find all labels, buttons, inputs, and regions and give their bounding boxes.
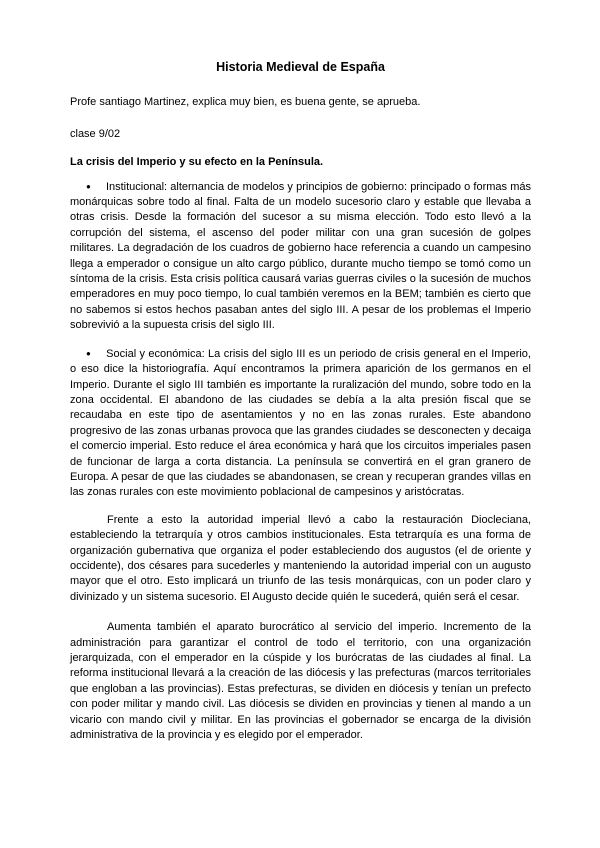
bullet-icon: ● <box>86 348 92 358</box>
body-paragraph-tetrarquia: Frente a esto la autoridad imperial llevó a cabo la restauración Diocleciana, estableciendo la tetrarquía y otros cambios institucionales. Esta tetrarquía es una forma de organización gubernativa que organiza el poder estableciendo dos augustos (el de oriente y occidente), dos césares para sucederles y manteniendo la autoridad imperial con un augusto mayor que el otro. Esto implicará un triunfo de las tesis monárquicas, con un poder claro y divinizado y un sistema sucesorio. El Augusto decide quién le sucederá, quién será el cesar. <box>70 513 531 603</box>
class-date-line: clase 9/02 <box>70 127 121 140</box>
intro-paragraph: Profe santiago Martinez, explica muy bien, es buena gente, se aprueba. <box>70 96 421 109</box>
section-heading: La crisis del Imperio y su efecto en la Península. <box>70 156 324 169</box>
body-paragraph-burocracia: Aumenta también el aparato burocrático al servicio del imperio. Incremento de la administración para garantizar el control de todo el territorio, con una organización jerarquizada, con el emperador en la cúspide y los burócratas de las ciudades al final. La reforma institucional llevará a la creación de las diócesis y las prefecturas (marcos territoriales que engloban a las provincias). Estas prefecturas, se dividen en diócesis y tenían un prefecto con poder militar y mando civil. Las diócesis se dividen en provincias y tienen al mando a un vicario con mando civil y militar. En las provincias el gobernador se encarga de la división administrativa de la provincia y es elegido por el emperador. <box>70 621 531 742</box>
bullet-item-text: Social y económica: La crisis del siglo III es un periodo de crisis general en el Imperio, o eso dice la historiografía. Aquí encontramos la primera aparición de los germanos en el Imperio. Durante el siglo III también es importante la ruralización del mundo, sobre todo en la zona occidental. El abandono de las ciudades se debía a la alta presión fiscal que se recaudaba en este tipo de asentamientos y no en las zonas rurales. Este abandono progresivo de las zonas urbanas provoca que las grandes ciudades se desconecten y decaiga el comercio imperial. Esto reduce el área económica y hará que los circuitos imperiales pasen de funcionar de larga a corta distancia. La península se convertirá en el gran granero de Europa. A pesar de que las ciudades se abandonasen, se crean y recuperan grandes villas en las zonas rurales con este movimiento poblacional de campesinos y aristócratas. <box>70 347 531 499</box>
bullet-item-text: Institucional: alternancia de modelos y principios de gobierno: principado o formas más monárquicas sobre todo al final. Falta de un modelo sucesorio claro y estable que llevaba a otras crisis. Desde la formación del sucesor a su misma elección. Todo esto llevó a la corrupción del sistema, el ascenso del poder militar con una gran sucesión de golpes militares. La degradación de los cuadros de gobierno hace referencia a cuando un campesino llega a emperador o consigue un alto cargo público, durante mucho tiempo se tomó como un síntoma de la crisis. Esta crisis política causará varias guerras civiles o la sucesión de muchos emperadores en muy poco tiempo, lo cual también veremos en la BEM; también es cierto que no sabemos si estos hechos pasaban antes del siglo III. A pesar de los problemas el Imperio sobrevivió a la supuesta crisis del siglo III. <box>70 180 531 332</box>
bullet-icon: ● <box>86 181 91 191</box>
bullet-item-institucional <box>70 179 531 334</box>
bullet-item-social-economica <box>70 346 531 501</box>
document-title: Historia Medieval de España <box>216 60 385 74</box>
